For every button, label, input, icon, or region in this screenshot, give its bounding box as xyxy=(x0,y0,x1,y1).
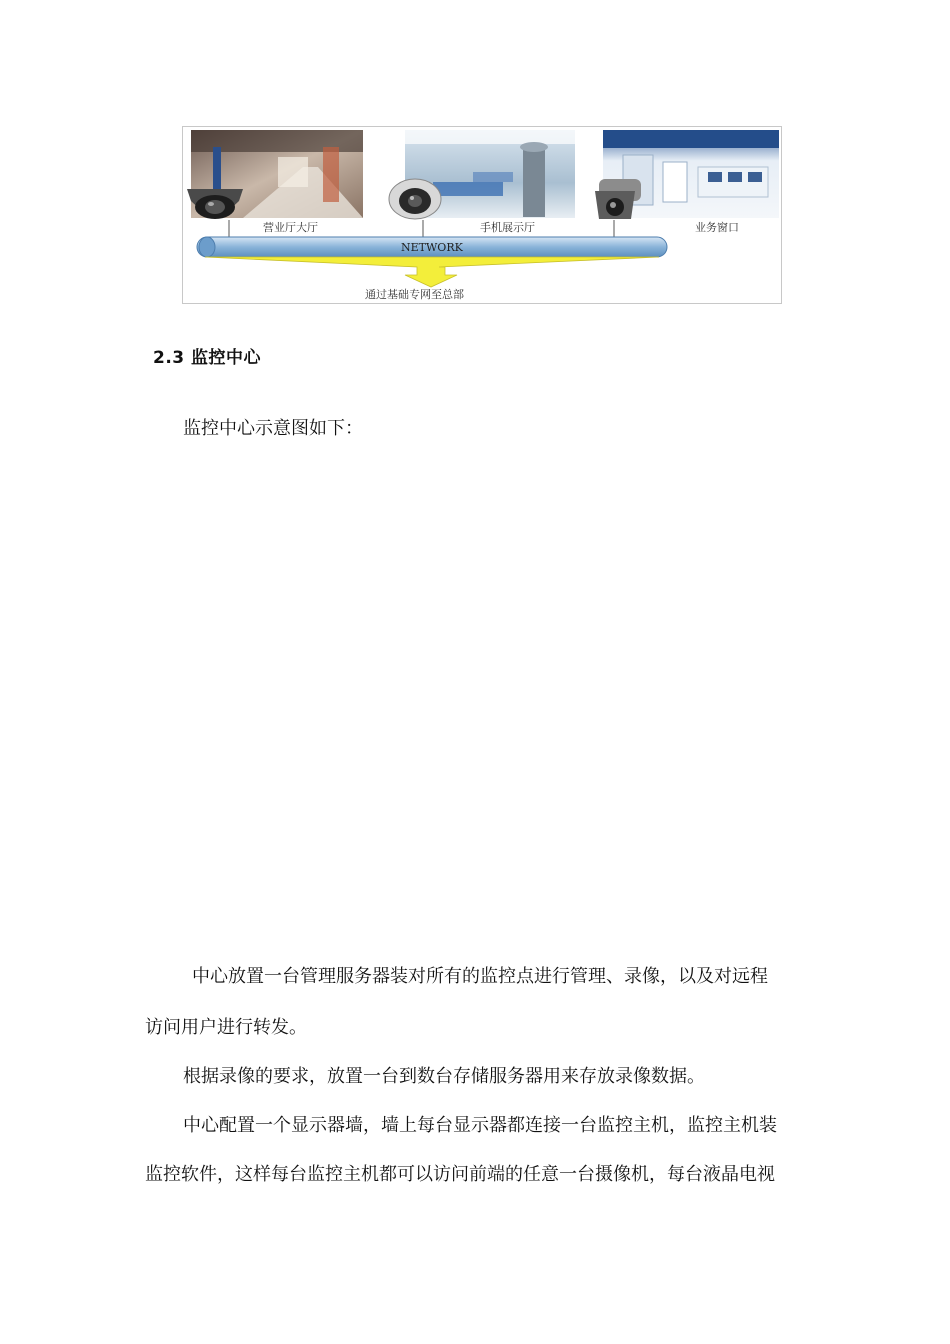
route-label: 通过基础专网至总部 xyxy=(365,288,464,301)
network-diagram-figure xyxy=(182,126,782,304)
paragraph-line: 访问用户进行转发。 xyxy=(145,1017,307,1038)
paragraph-line: 中心放置一台管理服务器装对所有的监控点进行管理、录像，以及对远程 xyxy=(192,966,768,987)
showroom-label: 手机展示厅 xyxy=(480,221,535,234)
paragraph-line: 监控软件，这样每台监控主机都可以访问前端的任意一台摄像机，每台液晶电视 xyxy=(145,1164,775,1185)
uplink-arrow xyxy=(205,257,659,287)
network-label: NETWORK xyxy=(401,241,463,254)
network-diagram xyxy=(183,127,781,303)
dome-camera-icon xyxy=(389,179,441,219)
service-window-label: 业务窗口 xyxy=(695,221,739,234)
intro-paragraph: 监控中心示意图如下： xyxy=(183,418,363,439)
paragraph-line: 中心配置一个显示器墙，墙上每台显示器都连接一台监控主机，监控主机装 xyxy=(183,1115,777,1136)
paragraph-line: 根据录像的要求，放置一台到数台存储服务器用来存放录像数据。 xyxy=(183,1066,705,1087)
hall-label: 营业厅大厅 xyxy=(263,221,318,234)
section-heading: 2.3 监控中心 xyxy=(153,348,262,368)
